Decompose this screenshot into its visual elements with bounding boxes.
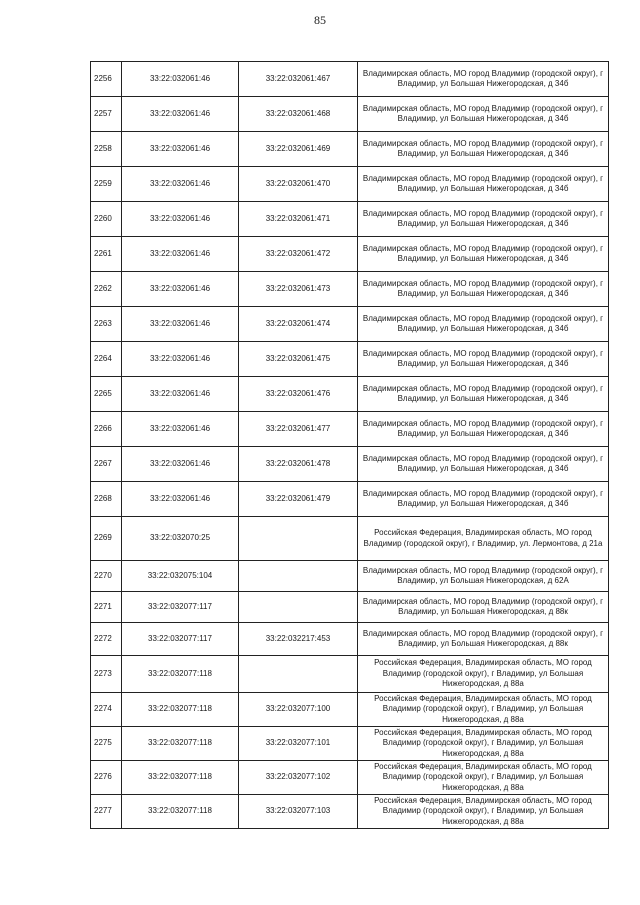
table-body: [91, 62, 609, 829]
parent-cadastral-number: 33:22:032070:25: [122, 517, 239, 561]
address: Владимирская область, МО город Владимир (городской округ), г Владимир, ул Большая Нижегородская, д 34б: [358, 132, 609, 167]
cadastral-number: 33:22:032061:478: [239, 447, 358, 482]
table-row: [91, 97, 609, 132]
address: Владимирская область, МО город Владимир (городской округ), г Владимир, ул Большая Нижегородская, д 88к: [358, 623, 609, 656]
row-number: 2264: [91, 342, 122, 377]
parent-cadastral-number: 33:22:032061:46: [122, 97, 239, 132]
row-number: 2266: [91, 412, 122, 447]
parent-cadastral-number: 33:22:032061:46: [122, 167, 239, 202]
table-row: [91, 592, 609, 623]
parent-cadastral-number: 33:22:032077:117: [122, 623, 239, 656]
table-row: [91, 795, 609, 829]
parent-cadastral-number: 33:22:032077:118: [122, 761, 239, 795]
table-row: [91, 761, 609, 795]
address: Владимирская область, МО город Владимир (городской округ), г Владимир, ул Большая Нижегородская, д 34б: [358, 202, 609, 237]
cadastral-number: 33:22:032061:474: [239, 307, 358, 342]
cadastral-number: [239, 561, 358, 592]
table-row: [91, 62, 609, 97]
cadastral-number: 33:22:032077:103: [239, 795, 358, 829]
address: Российская Федерация, Владимирская область, МО город Владимир (городской округ), г Владимир, ул Большая Нижегородская, д 88а: [358, 656, 609, 693]
parent-cadastral-number: 33:22:032061:46: [122, 307, 239, 342]
table-row: [91, 377, 609, 412]
row-number: 2261: [91, 237, 122, 272]
row-number: 2268: [91, 482, 122, 517]
page-number: 85: [314, 13, 326, 27]
cadastral-number: 33:22:032061:476: [239, 377, 358, 412]
address: Владимирская область, МО город Владимир (городской округ), г Владимир, ул Большая Нижегородская, д 34б: [358, 237, 609, 272]
parent-cadastral-number: 33:22:032075:104: [122, 561, 239, 592]
row-number: 2277: [91, 795, 122, 829]
table-row: [91, 132, 609, 167]
cadastral-number: 33:22:032061:477: [239, 412, 358, 447]
table-row: [91, 272, 609, 307]
row-number: 2256: [91, 62, 122, 97]
address: Владимирская область, МО город Владимир (городской округ), г Владимир, ул Большая Нижегородская, д 62А: [358, 561, 609, 592]
table-row: [91, 447, 609, 482]
row-number: 2267: [91, 447, 122, 482]
row-number: 2265: [91, 377, 122, 412]
parent-cadastral-number: 33:22:032061:46: [122, 342, 239, 377]
address: Владимирская область, МО город Владимир (городской округ), г Владимир, ул Большая Нижегородская, д 34б: [358, 377, 609, 412]
address: Владимирская область, МО город Владимир (городской округ), г Владимир, ул Большая Нижегородская, д 34б: [358, 307, 609, 342]
parent-cadastral-number: 33:22:032061:46: [122, 377, 239, 412]
address: Российская Федерация, Владимирская область, МО город Владимир (городской округ), г Владимир, ул Большая Нижегородская, д 88а: [358, 761, 609, 795]
row-number: 2275: [91, 727, 122, 761]
parent-cadastral-number: 33:22:032061:46: [122, 272, 239, 307]
address: Российская Федерация, Владимирская область, МО город Владимир (городской округ), г Владимир, ул. Лермонтова, д 21а: [358, 517, 609, 561]
table-row: [91, 727, 609, 761]
parent-cadastral-number: 33:22:032077:118: [122, 727, 239, 761]
cadastral-number: 33:22:032061:467: [239, 62, 358, 97]
address: Владимирская область, МО город Владимир (городской округ), г Владимир, ул Большая Нижегородская, д 34б: [358, 447, 609, 482]
cadastral-number: [239, 592, 358, 623]
row-number: 2276: [91, 761, 122, 795]
cadastral-number: 33:22:032061:471: [239, 202, 358, 237]
row-number: 2260: [91, 202, 122, 237]
table-row: [91, 561, 609, 592]
cadastral-number: 33:22:032061:479: [239, 482, 358, 517]
cadastral-number: [239, 517, 358, 561]
cadastral-number: 33:22:032061:473: [239, 272, 358, 307]
cadastral-number: 33:22:032077:102: [239, 761, 358, 795]
parent-cadastral-number: 33:22:032061:46: [122, 202, 239, 237]
cadastral-number: 33:22:032061:470: [239, 167, 358, 202]
table-row: [91, 693, 609, 727]
address: Владимирская область, МО город Владимир (городской округ), г Владимир, ул Большая Нижегородская, д 34б: [358, 62, 609, 97]
parent-cadastral-number: 33:22:032061:46: [122, 237, 239, 272]
address: Российская Федерация, Владимирская область, МО город Владимир (городской округ), г Владимир, ул Большая Нижегородская, д 88а: [358, 727, 609, 761]
row-number: 2269: [91, 517, 122, 561]
row-number: 2271: [91, 592, 122, 623]
cadastral-number: 33:22:032217:453: [239, 623, 358, 656]
table-row: [91, 167, 609, 202]
cadastral-number: [239, 656, 358, 693]
row-number: 2262: [91, 272, 122, 307]
parent-cadastral-number: 33:22:032077:118: [122, 693, 239, 727]
row-number: 2263: [91, 307, 122, 342]
address: Владимирская область, МО город Владимир (городской округ), г Владимир, ул Большая Нижегородская, д 34б: [358, 482, 609, 517]
parent-cadastral-number: 33:22:032061:46: [122, 482, 239, 517]
parent-cadastral-number: 33:22:032061:46: [122, 447, 239, 482]
cadastral-number: 33:22:032061:468: [239, 97, 358, 132]
row-number: 2270: [91, 561, 122, 592]
row-number: 2274: [91, 693, 122, 727]
cadastral-number: 33:22:032061:469: [239, 132, 358, 167]
parent-cadastral-number: 33:22:032061:46: [122, 62, 239, 97]
table-row: [91, 482, 609, 517]
row-number: 2259: [91, 167, 122, 202]
table-row: [91, 342, 609, 377]
parent-cadastral-number: 33:22:032077:118: [122, 656, 239, 693]
address: Владимирская область, МО город Владимир (городской округ), г Владимир, ул Большая Нижегородская, д 34б: [358, 167, 609, 202]
row-number: 2258: [91, 132, 122, 167]
table-row: [91, 412, 609, 447]
cadastral-number: 33:22:032061:475: [239, 342, 358, 377]
table-row: [91, 307, 609, 342]
address: Владимирская область, МО город Владимир (городской округ), г Владимир, ул Большая Нижегородская, д 88к: [358, 592, 609, 623]
address: Российская Федерация, Владимирская область, МО город Владимир (городской округ), г Владимир, ул Большая Нижегородская, д 88а: [358, 795, 609, 829]
table-row: [91, 237, 609, 272]
table-row: [91, 517, 609, 561]
table-row: [91, 623, 609, 656]
address: Российская Федерация, Владимирская область, МО город Владимир (городской округ), г Владимир, ул Большая Нижегородская, д 88а: [358, 693, 609, 727]
parent-cadastral-number: 33:22:032077:118: [122, 795, 239, 829]
cadastral-number: 33:22:032061:472: [239, 237, 358, 272]
address: Владимирская область, МО город Владимир (городской округ), г Владимир, ул Большая Нижегородская, д 34б: [358, 97, 609, 132]
parent-cadastral-number: 33:22:032077:117: [122, 592, 239, 623]
parent-cadastral-number: 33:22:032061:46: [122, 412, 239, 447]
address: Владимирская область, МО город Владимир (городской округ), г Владимир, ул Большая Нижегородская, д 34б: [358, 412, 609, 447]
parent-cadastral-number: 33:22:032061:46: [122, 132, 239, 167]
cadastral-number: 33:22:032077:101: [239, 727, 358, 761]
cadastral-table: [90, 61, 609, 829]
row-number: 2273: [91, 656, 122, 693]
row-number: 2272: [91, 623, 122, 656]
cadastral-number: 33:22:032077:100: [239, 693, 358, 727]
address: Владимирская область, МО город Владимир (городской округ), г Владимир, ул Большая Нижегородская, д 34б: [358, 272, 609, 307]
address: Владимирская область, МО город Владимир (городской округ), г Владимир, ул Большая Нижегородская, д 34б: [358, 342, 609, 377]
table-row: [91, 202, 609, 237]
table-row: [91, 656, 609, 693]
row-number: 2257: [91, 97, 122, 132]
